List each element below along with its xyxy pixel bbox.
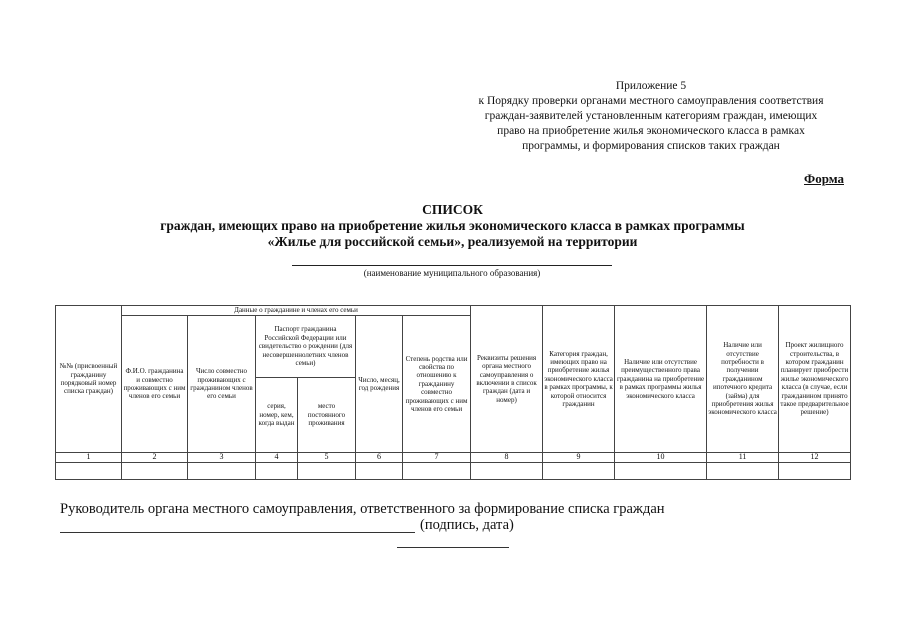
municipality-blank-line (292, 257, 612, 266)
annex-block (430, 79, 872, 154)
column-number: 7 (403, 453, 471, 463)
annex-line: граждан-заявителей установленным категориям граждан, имеющих (484, 110, 818, 122)
title-line-1: граждан, имеющих право на приобретение жилья экономического класса в рамках программы (160, 218, 745, 233)
column-number: 1 (56, 453, 122, 463)
group-header-citizen-data: Данные о гражданине и членах его семьи (122, 306, 471, 316)
group-header-passport: Паспорт гражданина Российской Федерации или свидетельство о рождении (для несовершеннолетних членов семьи) (256, 316, 356, 378)
title-line-2: «Жилье для российской семьи», реализуемой на территории (267, 234, 638, 249)
signature-line[interactable] (60, 520, 415, 533)
empty-cell[interactable] (298, 463, 356, 480)
annex-line: к Порядку проверки органами местного самоуправления соответствия (478, 95, 824, 107)
col-header-kinship: Степень родства или свойства по отношению к гражданину совместно проживающих с ним членов его семьи (403, 316, 471, 453)
annex-line: программы, и формирования списков таких граждан (522, 140, 780, 152)
municipality-field (292, 257, 612, 278)
empty-cell[interactable] (543, 463, 615, 480)
empty-cell[interactable] (356, 463, 403, 480)
municipality-caption: (наименование муниципального образования) (363, 268, 541, 278)
col-header-residence: место постоянного проживания (298, 378, 356, 453)
signature-caption: (подпись, дата) (420, 517, 514, 533)
col-header-family-count: Число совместно проживающих с гражданином членов его семьи (188, 316, 256, 453)
column-number: 2 (122, 453, 188, 463)
col-header-priority-right: Наличие или отсутствие преимущественного права гражданина на приобретение в рамках программы жилья экономического класса (615, 306, 707, 453)
form-label: Форма (804, 171, 844, 186)
empty-cell[interactable] (56, 463, 122, 480)
column-number: 8 (471, 453, 543, 463)
col-header-number: №№ (присвоенный гражданину порядковый номер списка граждан) (56, 306, 122, 453)
column-number: 3 (188, 453, 256, 463)
col-header-housing-project: Проект жилищного строительства, в котором гражданин планирует приобрести жилье экономического класса (в случае, если гражданином принято такое предварительное решение) (779, 306, 851, 453)
title-heading: СПИСОК (422, 202, 483, 217)
annex-line: право на приобретение жилья экономического класса в рамках (497, 125, 805, 137)
col-header-category: Категория граждан, имеющих право на приобретение жилья экономического класса в рамках программы, к которой относится гражданин (543, 306, 615, 453)
empty-cell[interactable] (779, 463, 851, 480)
signature-title: Руководитель органа местного самоуправления, ответственного за формирование списка граждан (60, 501, 665, 517)
citizens-list-table (55, 305, 851, 480)
empty-cell[interactable] (707, 463, 779, 480)
column-number: 12 (779, 453, 851, 463)
empty-cell[interactable] (615, 463, 707, 480)
document-title (0, 202, 905, 250)
empty-cell[interactable] (471, 463, 543, 480)
empty-cell[interactable] (256, 463, 298, 480)
column-number: 11 (707, 453, 779, 463)
column-number: 6 (356, 453, 403, 463)
col-header-birth-date: Число, месяц, год рождения (356, 316, 403, 453)
end-divider (397, 547, 509, 548)
column-number: 9 (543, 453, 615, 463)
col-header-decision-details: Реквизиты решения органа местного самоуправления о включении в список граждан (дата и номер) (471, 306, 543, 453)
empty-cell[interactable] (188, 463, 256, 480)
col-header-full-name: Ф.И.О. гражданина и совместно проживающих с ним членов его семьи (122, 316, 188, 453)
table-row (56, 463, 851, 480)
column-number: 5 (298, 453, 356, 463)
empty-cell[interactable] (122, 463, 188, 480)
col-header-passport-series: серия, номер, кем, когда выдан (256, 378, 298, 453)
column-number: 4 (256, 453, 298, 463)
empty-cell[interactable] (403, 463, 471, 480)
col-header-mortgage-need: Наличие или отсутствие потребности в получении гражданином ипотечного кредита (займа) для приобретения жилья экономического класса (707, 306, 779, 453)
annex-line: Приложение 5 (615, 80, 687, 92)
column-number: 10 (615, 453, 707, 463)
